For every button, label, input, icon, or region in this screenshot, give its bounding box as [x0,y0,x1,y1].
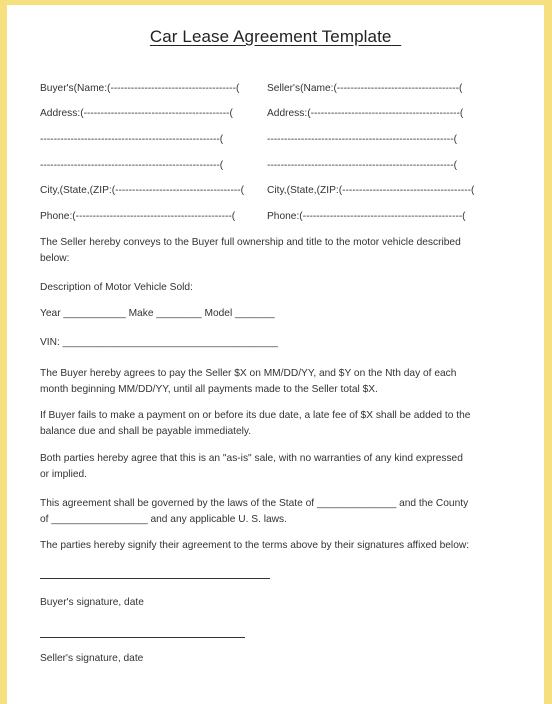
buyer-name-field: Buyer's(Name:(-------------------------------------( [40,83,240,94]
vin-line: VIN: ______________________________________ [40,337,278,348]
governing-law-clause: This agreement shall be governed by the laws of the State of ______________ and the County of _________________ and any applicable U. S. laws. [40,498,469,525]
seller-address-line-2: -------------------------------------------------------( [267,134,457,145]
seller-address-field: Address:(--------------------------------------------( [267,108,464,119]
payment-clause: The Buyer hereby agrees to pay the Seller $X on MM/DD/YY, and $Y on the Nth day of each month beginning MM/DD/YY, until all payments made to the Seller total $X. [40,368,457,395]
seller-city-state-zip-field: City,(State,(ZIP:(--------------------------------------( [267,185,475,196]
buyer-signature-label: Buyer's signature, date [40,597,144,608]
seller-name-field: Seller's(Name:(------------------------------------( [267,83,463,94]
late-fee-clause: If Buyer fails to make a payment on or before its due date, a late fee of $X shall be added to the balance due and shall be payable immediately. [40,410,471,437]
as-is-clause: Both parties hereby agree that this is an "as-is" sale, with no warranties of any kind expressed or implied. [40,453,463,480]
buyer-signature-line [40,578,270,579]
vehicle-year-make-model-line: Year ___________ Make ________ Model _______ [40,308,275,319]
buyer-address-field: Address:(-------------------------------------------( [40,108,233,119]
seller-address-line-3: -------------------------------------------------------( [267,160,457,171]
signature-intro: The parties hereby signify their agreement to the terms above by their signatures affixed below: [40,540,470,551]
buyer-city-state-zip-field: City,(State,(ZIP:(-------------------------------------( [40,185,245,196]
seller-signature-label: Seller's signature, date [40,653,144,664]
seller-signature-line [40,637,245,638]
document-title: Car Lease Agreement Template [149,27,392,46]
conveyance-clause: The Seller hereby conveys to the Buyer full ownership and title to the motor vehicle described below: [40,237,461,264]
buyer-address-line-3: -----------------------------------------------------( [40,160,224,171]
vehicle-description-heading: Description of Motor Vehicle Sold: [40,282,193,293]
seller-phone-field: Phone:(-----------------------------------------------( [267,211,466,222]
buyer-phone-field: Phone:(----------------------------------------------( [40,211,236,222]
buyer-address-line-2: -----------------------------------------------------( [40,134,224,145]
document-page [7,5,544,704]
